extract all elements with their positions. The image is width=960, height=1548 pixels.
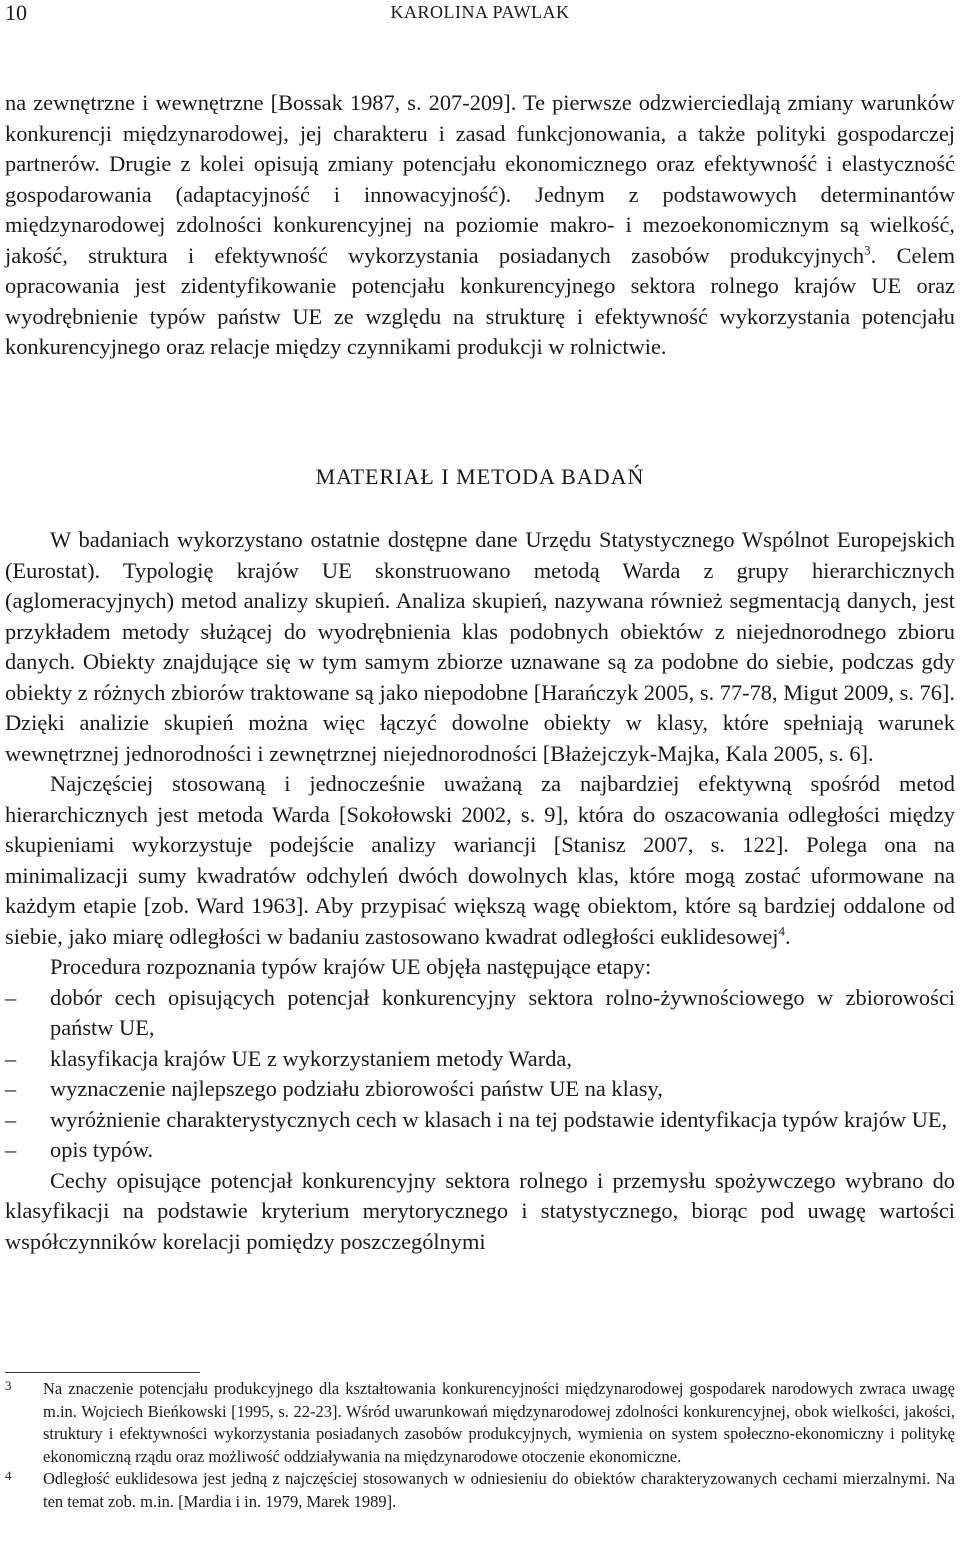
list-dash: – [5,1106,17,1132]
intro-section [5,88,955,363]
footnote [5,1468,955,1513]
intro-paragraph [5,88,955,363]
list-item [5,983,955,1044]
list-item-text: dobór cech opisujących potencjał konkurencyjny sektora rolno-żywnościowego w zbiorowości państw UE, [50,984,955,1040]
footnote-text: Na znaczenie potencjału produkcyjnego dla kształtowania konkurencyjności międzynarodowej gospodarek narodowych zwraca uwagę m.in. Wojciech Bieńkowski [1995, s. 22-23]. Wśród uwarunkowań międzynarodowej zdolności konkurencyjnej, obok wielkości, jakości, struktury i efektywności wykorzystania posiadanych zasobów produkcyjnych, wymienia on system społeczno-ekonomiczny i politykę ekonomiczną rządu oraz możliwość oddziaływania na międzynarodowe otoczenie ekonomiczne. [43,1379,955,1466]
method-paragraph-2-end: . [785,923,791,949]
method-paragraph-4: Cechy opisujące potencjał konkurencyjny sektora rolnego i przemysłu spożywczego wybrano do klasyfikacji na podstawie kryterium merytorycznego i statystycznego, biorąc pod uwagę wartości współczynników korelacji pomiędzy poszczególnymi [5,1167,955,1254]
list-item-text: klasyfikacja krajów UE z wykorzystaniem metody Warda, [50,1045,572,1071]
page-header [0,0,960,30]
footnote-ref-3[interactable]: 3 [864,242,871,258]
method-paragraph-3: Procedura rozpoznania typów krajów UE objęła następujące etapy: [50,954,652,979]
method-paragraph-1: W badaniach wykorzystano ostatnie dostępne dane Urzędu Statystycznego Wspólnot Europejskich (Eurostat). Typologię krajów UE skonstruowano metodą Warda z grupy hierarchicznych (aglomeracyjnych) metod analizy skupień. Analiza skupień, nazywana również segmentacją danych, jest przykładem metody służącej do wyodrębnienia klas podobnych obiektów z niejednorodnego zbioru danych. Obiekty znajdujące się w tym samym zbiorze uznawane są za podobne do siebie, podczas gdy obiekty z różnych zbiorów traktowane są jako niepodobne [Harańczyk 2005, s. 77-78, Migut 2009, s. 76]. Dzięki analizie skupień można więc łączyć dowolne obiekty w klasy, które spełniają warunek wewnętrznej jednorodności i zewnętrznej niejednorodności [Błażejczyk-Majka, Kala 2005, s. 6]. [5,527,955,766]
intro-text-b: . Celem opracowania jest zidentyfikowanie potencjału konkurencyjnego sektora rolnego krajów UE oraz wyodrębnienie typów państw UE ze względu na strukturę i efektywność wykorzystania potencjału konkurencyjnego oraz relacje między czynnikami produkcji w rolnictwie. [5,242,955,359]
list-item-text: wyznaczenie najlepszego podziału zbiorowości państw UE na klasy, [50,1076,663,1101]
list-dash: – [5,984,17,1010]
list-item [5,1105,955,1136]
intro-text-a: na zewnętrzne i wewnętrzne [Bossak 1987, s. 207-209]. Te pierwsze odzwierciedlają zmiany warunków konkurencji międzynarodowej, jej charakteru i zasad funkcjonowania, a także polityki gospodarczej partnerów. Drugie z kolei opisują zmiany potencjału ekonomicznego oraz efektywność i elastyczność gospodarowania (adaptacyjność i innowacyjność). Jednym z podstawowych determinantów międzynarodowej zdolności konkurencyjnej na poziomie makro- i mezoekonomicznym są wielkość, jakość, struktura i efektywność wykorzystania posiadanych zasobów produkcyjnych [5,90,955,268]
list-dash: – [5,1137,17,1162]
method-section [5,525,955,1257]
method-paragraph-2-text: Najczęściej stosowaną i jednocześnie uważaną za najbardziej efektywną spośród metod hierarchicznych jest metoda Warda [Sokołowski 2002, s. 9], która do oszacowania odległości między skupieniami wykorzystuje podejście analizy wariancji [Stanisz 2007, s. 122]. Polega ona na minimalizacji sumy kwadratów odchyleń dwóch dowolnych klas, które mogą zostać uformowane na każdym etapie [zob. Ward 1963]. Aby przypisać większą wagę obiektom, które są bardziej oddalone od siebie, jako miarę odległości w badaniu zastosowano kwadrat odległości euklidesowej [5,771,955,949]
footnote-number: 4 [5,1468,12,1483]
section-heading: MATERIAŁ I METODA BADAŃ [315,464,645,489]
footnotes [5,1378,955,1513]
list-item-text: opis typów. [50,1137,154,1162]
footnote [5,1378,955,1468]
footnote-number: 3 [5,1378,12,1393]
footnote-ref-4[interactable]: 4 [778,923,786,939]
running-head: KAROLINA PAWLAK [390,2,570,22]
list-item [5,1044,955,1075]
footnote-text: Odległość euklidesowa jest jedną z najczęściej stosowanych w odniesieniu do obiektów charakteryzowanych cechami mierzalnymi. Na ten temat zob. m.in. [Mardia i in. 1979, Marek 1989]. [43,1469,955,1511]
page-number: 10 [5,0,27,25]
list-dash: – [5,1045,17,1071]
method-paragraph-2 [5,769,955,952]
list-item [5,1135,955,1166]
list-item [5,1074,955,1105]
list-dash: – [5,1076,17,1101]
list-item-text: wyróżnienie charakterystycznych cech w klasach i na tej podstawie identyfikacja typów krajów UE, [50,1106,948,1132]
footnote-separator [5,1372,200,1373]
